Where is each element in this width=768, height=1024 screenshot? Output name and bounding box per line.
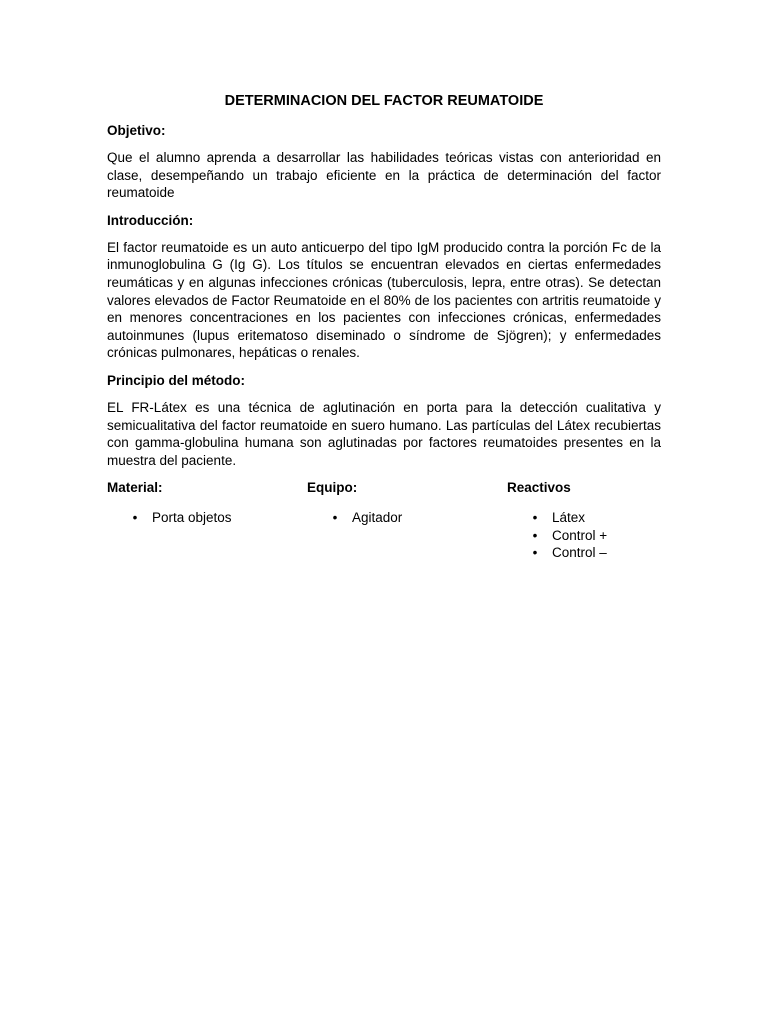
equipo-heading: Equipo: [307,480,358,496]
list-item [507,544,661,561]
list-item-label: Control + [552,527,608,543]
equipo-column [307,479,507,561]
document-title: DETERMINACION DEL FACTOR REUMATOIDE [224,93,544,109]
list-item [507,509,661,526]
material-heading: Material: [107,480,163,496]
bullet-icon: • [532,510,538,526]
section-text-introduccion: El factor reumatoide es un auto anticuerpo del tipo IgM producido contra la porción Fc de la inmunoglobulina G (Ig G). Los títulos se encuentran elevados en ciertas enfermedades reumáticas y en algunas infecciones crónicas (tuberculosis, lepra, entre otras). Se detectan valores elevados de Factor Reumatoide en el 80% de los pacientes con artritis reumatoide y en menores concentraciones en los pacientes con infecciones crónicas, enfermedades autoinmunes (lupus eritematoso diseminado o síndrome de Sjögren); y enfermedades crónicas pulmonares, hepáticas o renales. [107,239,661,361]
list-item-label: Agitador [352,510,403,526]
section-text-principio: EL FR-Látex es una técnica de aglutinación en porta para la detección cualitativa y semicualitativa del factor reumatoide en suero humano. Las partículas del Látex recubiertas con gamma-globulina humana son aglutinadas por factores reumatoides presentes en la muestra del paciente. [107,399,661,468]
list-item-label: Porta objetos [152,510,232,526]
bullet-icon: • [532,545,538,561]
material-column [107,479,307,561]
list-item-label: Látex [552,510,586,526]
lists-row [107,479,661,561]
bullet-icon: • [332,510,338,526]
document-page [107,92,661,562]
bullet-icon: • [132,510,138,526]
section-heading-introduccion: Introducción: [107,212,194,228]
section-heading-principio: Principio del método: [107,372,246,388]
equipo-list [307,509,507,526]
list-item-label: Control – [552,545,607,561]
section-text-objetivo: Que el alumno aprenda a desarrollar las habilidades teóricas vistas con anterioridad en clase, desempeñando un trabajo eficiente en la práctica de determinación del factor reumatoide [107,150,661,201]
reactivos-list [507,509,661,561]
reactivos-column [507,479,661,561]
list-item [507,527,661,544]
section-heading-objetivo: Objetivo: [107,123,166,138]
bullet-icon: • [532,527,538,543]
list-item [107,509,307,526]
reactivos-heading: Reactivos [507,480,571,496]
list-item [307,509,507,526]
material-list [107,509,307,526]
